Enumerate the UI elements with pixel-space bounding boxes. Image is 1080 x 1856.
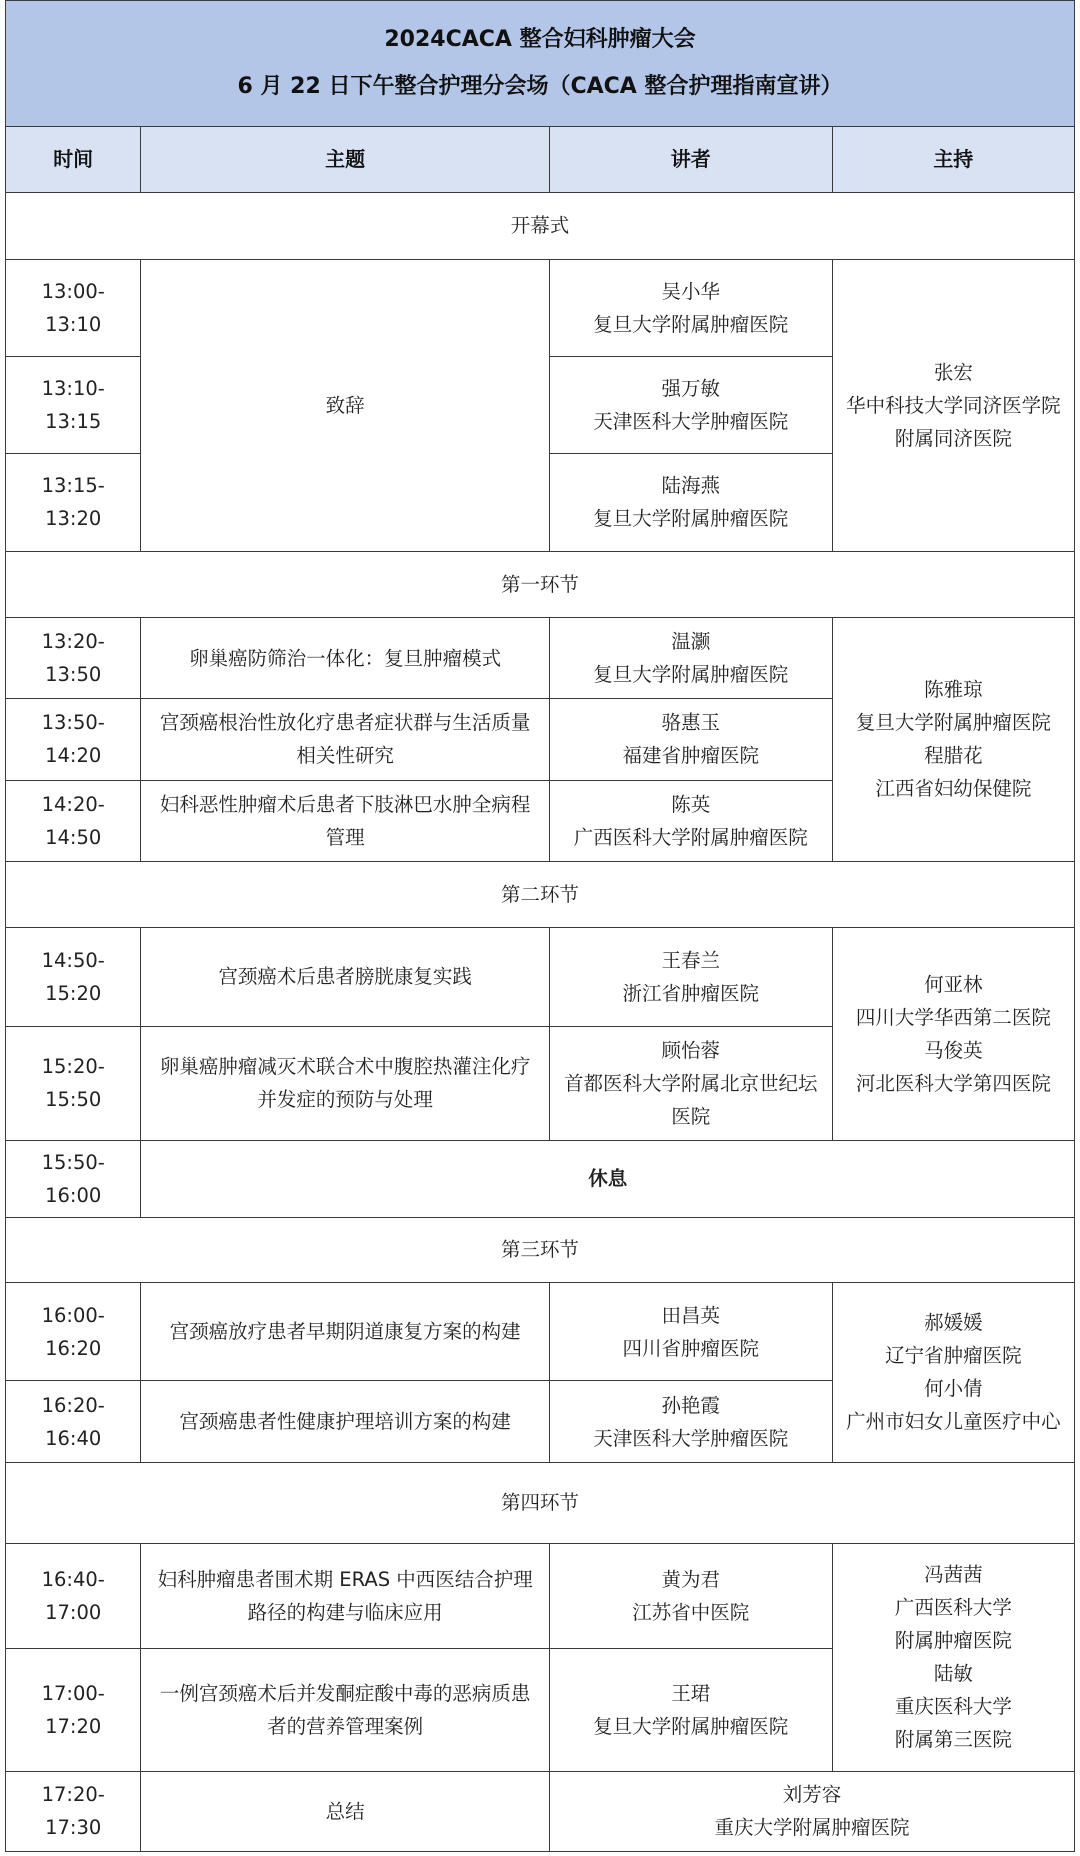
host-line: 陆敏 (933, 1662, 973, 1686)
host-line: 四川大学华西第二医院 (855, 1006, 1051, 1030)
host-cell (832, 259, 1074, 551)
host-cell (832, 617, 1074, 861)
title-line-1: 2024CACA 整合妇科肿瘤大会 (384, 27, 696, 53)
section-label: 第二环节 (6, 861, 1075, 927)
topic-cell: 妇科恶性肿瘤术后患者下肢淋巴水肿全病程管理 (141, 780, 550, 861)
title-line-2: 6 月 22 日下午整合护理分会场（CACA 整合护理指南宣讲） (237, 74, 843, 100)
time-cell: 16:40-17:00 (6, 1543, 141, 1648)
speaker-org: 复旦大学附属肿瘤医院 (593, 312, 789, 336)
time-cell: 13:00-13:10 (6, 259, 141, 356)
host-line: 冯茜茜 (924, 1563, 983, 1587)
speaker-name: 陆海燕 (661, 474, 721, 498)
section-row (6, 1462, 1075, 1543)
speaker-cell (549, 780, 832, 861)
table-row (6, 1543, 1075, 1648)
host-line: 广州市妇女儿童医疗中心 (846, 1410, 1061, 1434)
speaker-name: 温灏 (671, 630, 711, 654)
speaker-name: 顾怡蓉 (661, 1038, 721, 1062)
host-line: 郝媛媛 (924, 1311, 983, 1335)
host-cell (832, 1282, 1074, 1462)
speaker-name: 吴小华 (661, 279, 721, 303)
speaker-name: 王春兰 (661, 948, 721, 972)
time-cell: 14:50-15:20 (6, 928, 141, 1026)
break-label: 休息 (141, 1141, 1075, 1218)
host-line: 广西医科大学 (894, 1596, 1012, 1620)
speaker-name: 田昌英 (661, 1303, 721, 1327)
speaker-org: 江苏省中医院 (632, 1600, 750, 1624)
speaker-org: 福建省肿瘤医院 (622, 744, 760, 768)
summary-row (6, 1771, 1075, 1851)
speaker-org: 复旦大学附属肿瘤医院 (593, 663, 789, 687)
speaker-name: 陈英 (671, 792, 711, 816)
table-row (6, 259, 1075, 356)
section-row (6, 193, 1075, 259)
speaker-cell (549, 617, 832, 698)
speaker-cell (549, 1771, 1074, 1851)
speaker-cell (549, 928, 832, 1026)
speaker-cell (549, 1648, 832, 1771)
break-row (6, 1141, 1075, 1218)
section-row (6, 861, 1075, 927)
header-row (6, 126, 1075, 192)
host-cell (832, 928, 1074, 1141)
topic-cell: 宫颈癌放疗患者早期阴道康复方案的构建 (141, 1282, 550, 1380)
speaker-cell (549, 454, 832, 551)
host-line: 华中科技大学同济医学院 (846, 393, 1061, 417)
header-speaker: 讲者 (549, 126, 832, 192)
topic-cell: 宫颈癌患者性健康护理培训方案的构建 (141, 1381, 550, 1462)
time-cell: 13:15-13:20 (6, 454, 141, 551)
time-cell: 13:10-13:15 (6, 356, 141, 453)
topic-cell: 宫颈癌根治性放化疗患者症状群与生活质量相关性研究 (141, 699, 550, 780)
time-cell: 17:20-17:30 (6, 1771, 141, 1851)
time-cell: 17:00-17:20 (6, 1648, 141, 1771)
host-line: 张宏 (933, 360, 973, 384)
speaker-name: 骆惠玉 (661, 711, 721, 735)
host-line: 辽宁省肿瘤医院 (885, 1344, 1022, 1368)
topic-cell: 一例宫颈癌术后并发酮症酸中毒的恶病质患者的营养管理案例 (141, 1648, 550, 1771)
section-row (6, 551, 1075, 617)
speaker-cell (549, 1282, 832, 1380)
speaker-org: 广西医科大学附属肿瘤医院 (573, 825, 808, 849)
header-topic: 主题 (141, 126, 550, 192)
section-label: 开幕式 (6, 193, 1075, 259)
section-label: 第四环节 (6, 1462, 1075, 1543)
speaker-org: 四川省肿瘤医院 (622, 1336, 760, 1360)
speaker-cell (549, 1026, 832, 1140)
speaker-org: 首都医科大学附属北京世纪坛医院 (564, 1071, 818, 1128)
table-row (6, 928, 1075, 1026)
host-line: 陈雅琼 (924, 678, 983, 702)
time-cell: 13:20-13:50 (6, 617, 141, 698)
time-cell: 16:20-16:40 (6, 1381, 141, 1462)
speaker-name: 强万敏 (661, 377, 721, 401)
header-host: 主持 (832, 126, 1074, 192)
agenda-table (5, 0, 1075, 1852)
host-line: 附属同济医院 (894, 426, 1012, 450)
topic-cell: 致辞 (141, 259, 550, 551)
host-line: 附属第三医院 (894, 1728, 1012, 1752)
speaker-name: 黄为君 (661, 1567, 721, 1591)
table-row (6, 617, 1075, 698)
speaker-org: 复旦大学附属肿瘤医院 (593, 507, 789, 531)
host-line: 附属肿瘤医院 (894, 1629, 1012, 1653)
section-label: 第三环节 (6, 1217, 1075, 1282)
speaker-org: 复旦大学附属肿瘤医院 (593, 1714, 789, 1738)
speaker-name: 王珺 (671, 1681, 711, 1705)
host-line: 复旦大学附属肿瘤医院 (855, 711, 1051, 735)
host-line: 何亚林 (924, 973, 983, 997)
topic-cell: 宫颈癌术后患者膀胱康复实践 (141, 928, 550, 1026)
table-row (6, 1282, 1075, 1380)
header-time: 时间 (6, 126, 141, 192)
host-cell (832, 1543, 1074, 1771)
host-line: 江西省妇幼保健院 (875, 777, 1032, 801)
speaker-cell (549, 699, 832, 780)
time-cell: 13:50-14:20 (6, 699, 141, 780)
topic-cell: 卵巢癌防筛治一体化：复旦肿瘤模式 (141, 617, 550, 698)
table-title (6, 1, 1075, 127)
speaker-cell (549, 356, 832, 453)
speaker-cell (549, 1543, 832, 1648)
topic-cell: 妇科肿瘤患者围术期 ERAS 中西医结合护理路径的构建与临床应用 (141, 1543, 550, 1648)
time-cell: 14:20-14:50 (6, 780, 141, 861)
speaker-org: 重庆大学附属肿瘤医院 (714, 1816, 910, 1840)
speaker-name: 刘芳容 (782, 1783, 842, 1807)
section-label: 第一环节 (6, 551, 1075, 617)
host-line: 河北医科大学第四医院 (855, 1072, 1051, 1096)
speaker-cell (549, 1381, 832, 1462)
topic-cell: 卵巢癌肿瘤减灭术联合术中腹腔热灌注化疗并发症的预防与处理 (141, 1026, 550, 1140)
time-cell: 15:50-16:00 (6, 1141, 141, 1218)
host-line: 程腊花 (924, 744, 983, 768)
time-cell: 16:00-16:20 (6, 1282, 141, 1380)
speaker-org: 浙江省肿瘤医院 (622, 981, 760, 1005)
speaker-cell (549, 259, 832, 356)
section-row (6, 1217, 1075, 1282)
topic-cell: 总结 (141, 1771, 550, 1851)
speaker-name: 孙艳霞 (661, 1393, 721, 1417)
speaker-org: 天津医科大学肿瘤医院 (593, 410, 789, 434)
speaker-org: 天津医科大学肿瘤医院 (593, 1426, 789, 1450)
host-line: 马俊英 (924, 1039, 983, 1063)
host-line: 重庆医科大学 (894, 1695, 1012, 1719)
title-row (6, 1, 1075, 127)
host-line: 何小倩 (924, 1377, 983, 1401)
time-cell: 15:20-15:50 (6, 1026, 141, 1140)
